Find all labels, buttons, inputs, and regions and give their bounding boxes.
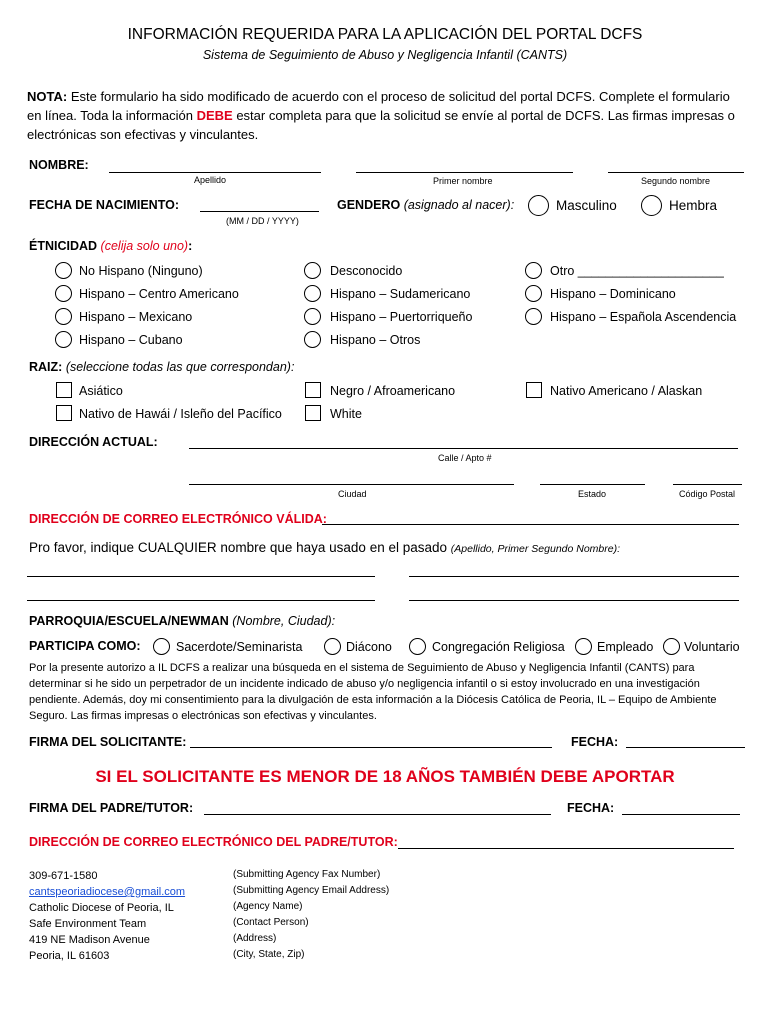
gender-radio-masculino[interactable]	[528, 195, 549, 216]
agency-name: Catholic Diocese of Peoria, IL	[29, 902, 174, 914]
participate-label: PARTICIPA COMO:	[29, 639, 141, 653]
gender-option-masculino: Masculino	[556, 198, 617, 213]
participate-option-1: Diácono	[346, 640, 392, 654]
ethnicity-option-0: No Hispano (Ninguno)	[79, 264, 203, 278]
guardian-signature-label: FIRMA DEL PADRE/TUTOR:	[29, 801, 194, 815]
ethnicity-radio-9[interactable]	[55, 331, 72, 348]
participate-option-3: Empleado	[597, 640, 654, 654]
participate-radio-3[interactable]	[575, 638, 592, 655]
ethnicity-option-3: Hispano – Centro Americano	[79, 287, 239, 301]
city-caption: Ciudad	[338, 489, 367, 499]
note-label: NOTA:	[27, 89, 68, 104]
other-name-field-1[interactable]	[27, 576, 375, 577]
ethnicity-option-4: Hispano – Sudamericano	[330, 287, 471, 301]
race-label: RAIZ:	[29, 360, 63, 374]
gender-radio-hembra[interactable]	[641, 195, 662, 216]
agency-contact-label: (Contact Person)	[233, 917, 309, 928]
race-label-group	[29, 360, 294, 374]
race-option-2: Nativo Americano / Alaskan	[550, 384, 703, 398]
agency-address-label: (Address)	[233, 933, 277, 944]
state-caption: Estado	[578, 489, 607, 499]
participate-radio-0[interactable]	[153, 638, 170, 655]
birth-label: FECHA DE NACIMIENTO:	[29, 198, 179, 212]
ethnicity-radio-2[interactable]	[525, 262, 542, 279]
agency-email-label: (Submitting Agency Email Address)	[233, 885, 390, 896]
state-field[interactable]	[540, 484, 645, 485]
race-option-4: White	[330, 407, 362, 421]
birth-date-field[interactable]	[200, 211, 319, 212]
ethnicity-radio-6[interactable]	[55, 308, 72, 325]
parish-hint: (Nombre, Ciudad):	[232, 614, 336, 628]
surname-caption: Apellido	[194, 175, 227, 185]
ethnicity-radio-7[interactable]	[304, 308, 321, 325]
race-checkbox-2[interactable]	[526, 382, 542, 398]
signature-label: FIRMA DEL SOLICITANTE:	[29, 735, 187, 749]
ethnicity-colon: :	[188, 239, 193, 253]
note-paragraph	[27, 87, 747, 144]
ethnicity-hint: (celija solo uno)	[100, 239, 189, 253]
gender-hint: (asignado al nacer):	[403, 198, 515, 212]
ethnicity-option-8: Hispano – Española Ascendencia	[550, 310, 737, 324]
authorization-text: Por la presente autorizo a IL DCFS a realizar una búsqueda en el sistema de Seguimiento de Abuso y Negligencia Infantil (CANTS) para determinar si he sido un perpetrador de un incidente indicado de abuso y/o negligencia infantil o si estoy involucrado en una investigación pendiente. Además, doy mi consentimiento para la divulgación de esta información a la Diócesis Católica de Peoria, IL – Equipo de Ambiente Seguro. Las firmas impresas o electrónicas son efectivas y vinculantes.	[29, 662, 717, 722]
ethnicity-option-7: Hispano – Puertorriqueño	[330, 310, 473, 324]
ethnicity-radio-8[interactable]	[525, 308, 542, 325]
note-text-after: estar completa para que la solicitud se envíe al portal de DCFS. Las firmas impresas o electrónicas son efectivas y vinculantes.	[27, 108, 735, 142]
participate-radio-4[interactable]	[663, 638, 680, 655]
race-checkbox-0[interactable]	[56, 382, 72, 398]
surname-field[interactable]	[109, 172, 321, 173]
signature-field[interactable]	[190, 747, 552, 748]
race-checkbox-1[interactable]	[305, 382, 321, 398]
city-field[interactable]	[189, 484, 514, 485]
ethnicity-option-9: Hispano – Cubano	[79, 333, 183, 347]
form-title: INFORMACIÓN REQUERIDA PARA LA APLICACIÓN DEL PORTAL DCFS	[127, 26, 643, 43]
guardian-date-label: FECHA:	[567, 801, 615, 815]
participate-option-2: Congregación Religiosa	[432, 640, 565, 654]
agency-email-link[interactable]: cantspeoriadiocese@gmail.com	[29, 886, 186, 898]
gender-option-hembra: Hembra	[669, 198, 718, 213]
ethnicity-label-group	[29, 239, 192, 253]
race-checkbox-3[interactable]	[56, 405, 72, 421]
email-label: DIRECCIÓN DE CORREO ELECTRÓNICO VÁLIDA:	[29, 512, 327, 526]
middle-name-field[interactable]	[608, 172, 744, 173]
ethnicity-radio-1[interactable]	[304, 262, 321, 279]
ethnicity-radio-3[interactable]	[55, 285, 72, 302]
ethnicity-label: ÉTNICIDAD	[29, 239, 98, 253]
first-name-field[interactable]	[356, 172, 573, 173]
agency-name-label: (Agency Name)	[233, 901, 303, 912]
agency-city: Peoria, IL 61603	[29, 950, 110, 962]
race-option-1: Negro / Afroamericano	[330, 384, 456, 398]
ethnicity-option-2: Otro _____________________	[550, 264, 724, 278]
middle-name-caption: Segundo nombre	[641, 176, 711, 186]
agency-fax-label: (Submitting Agency Fax Number)	[233, 869, 381, 880]
ethnicity-radio-4[interactable]	[304, 285, 321, 302]
note-text-before: Este formulario ha sido modificado de acuerdo con el proceso de solicitud del portal DCFS. Complete el formulario en línea. Toda la información	[27, 89, 730, 123]
name-label: NOMBRE:	[29, 158, 89, 172]
address-label: DIRECCIÓN ACTUAL:	[29, 435, 158, 449]
race-hint: (seleccione todas las que correspondan):	[65, 360, 295, 374]
zip-field[interactable]	[673, 484, 742, 485]
form-subtitle: Sistema de Seguimiento de Abuso y Negligencia Infantil (CANTS)	[202, 48, 568, 62]
ethnicity-radio-10[interactable]	[304, 331, 321, 348]
participate-radio-1[interactable]	[324, 638, 341, 655]
agency-city-label: (City, State, Zip)	[233, 949, 305, 960]
parish-label-group	[29, 614, 335, 628]
zip-caption: Código Postal	[679, 489, 736, 499]
ethnicity-option-10: Hispano – Otros	[330, 333, 421, 347]
agency-address: 419 NE Madison Avenue	[29, 934, 150, 946]
guardian-email-field[interactable]	[398, 848, 734, 849]
gender-label: GENDERO	[337, 198, 401, 212]
ethnicity-radio-0[interactable]	[55, 262, 72, 279]
signature-date-field[interactable]	[626, 747, 745, 748]
other-name-field-4[interactable]	[409, 600, 739, 601]
other-names-prompt	[29, 540, 620, 555]
minor-banner: SI EL SOLICITANTE ES MENOR DE 18 AÑOS TAMBIÉN DEBE APORTAR	[95, 767, 675, 786]
other-names-text: Pro favor, indique CUALQUIER nombre que haya usado en el pasado	[29, 540, 448, 555]
race-option-3: Nativo de Hawái / Isleño del Pacífico	[79, 407, 282, 421]
gender-label-group	[337, 198, 514, 212]
email-field[interactable]	[322, 524, 739, 525]
signature-date-label: FECHA:	[571, 735, 619, 749]
race-checkbox-4[interactable]	[305, 405, 321, 421]
ethnicity-option-1: Desconocido	[330, 264, 403, 278]
street-caption: Calle / Apto #	[438, 453, 492, 463]
agency-contact: Safe Environment Team	[29, 918, 147, 930]
ethnicity-option-6: Hispano – Mexicano	[79, 310, 193, 324]
street-field[interactable]	[189, 448, 738, 449]
first-name-caption: Primer nombre	[433, 176, 493, 186]
other-name-field-2[interactable]	[409, 576, 739, 577]
parish-label: PARROQUIA/ESCUELA/NEWMAN	[29, 614, 229, 628]
participate-option-4: Voluntario	[684, 640, 740, 654]
birth-format-caption: (MM / DD / YYYY)	[226, 216, 299, 226]
ethnicity-radio-5[interactable]	[525, 285, 542, 302]
guardian-email-label: DIRECCIÓN DE CORREO ELECTRÓNICO DEL PADRE/TUTOR:	[29, 835, 398, 849]
ethnicity-option-5: Hispano – Dominicano	[550, 287, 676, 301]
participate-option-0: Sacerdote/Seminarista	[176, 640, 303, 654]
race-option-0: Asiático	[79, 384, 123, 398]
other-names-hint: (Apellido, Primer Segundo Nombre):	[450, 543, 621, 555]
note-emphasis: DEBE	[196, 108, 233, 123]
guardian-signature-field[interactable]	[204, 814, 551, 815]
participate-radio-2[interactable]	[409, 638, 426, 655]
guardian-date-field[interactable]	[622, 814, 740, 815]
other-name-field-3[interactable]	[27, 600, 375, 601]
agency-fax: 309-671-1580	[29, 870, 98, 882]
